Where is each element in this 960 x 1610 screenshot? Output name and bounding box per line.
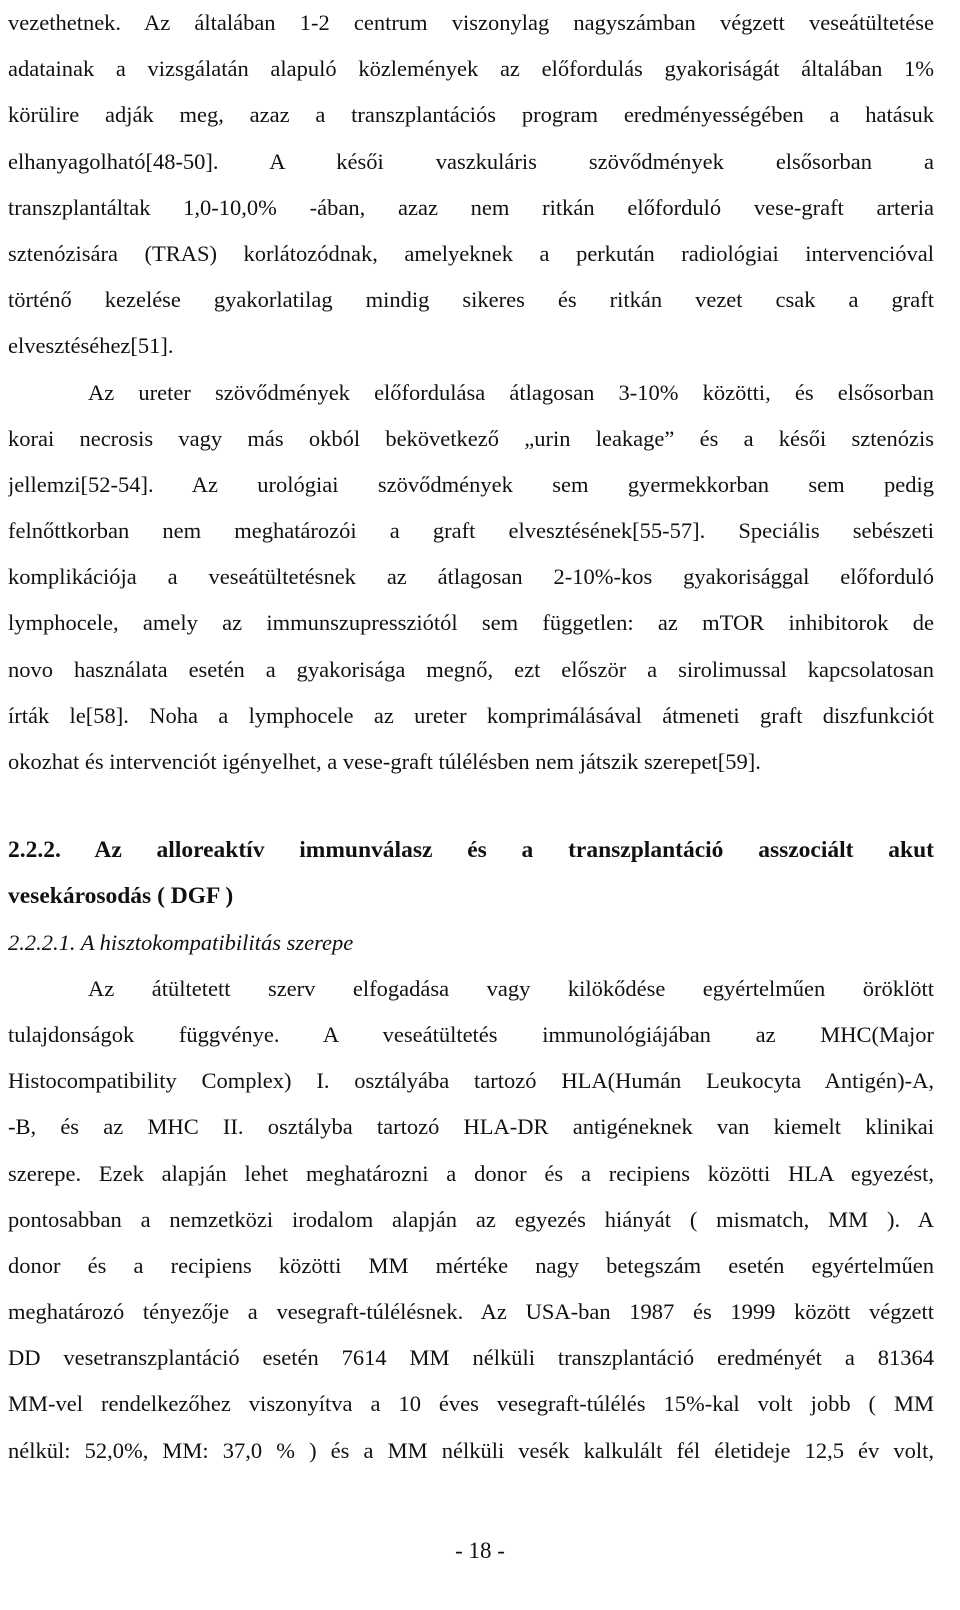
text-line: -B, és az MHC II. osztályba tartozó HLA-DR antigéneknek van kiemelt klinikai	[8, 1114, 934, 1140]
heading-line: 2.2.2. Az alloreaktív immunválasz és a transzplantáció asszociált akut	[8, 837, 934, 864]
text-line: jellemzi[52-54]. Az urológiai szövődmények sem gyermekkorban sem pedig	[8, 471, 934, 497]
text-line: okozhat és intervenciót igényelhet, a vese-graft túlélésben nem játszik szerepet[59].	[8, 749, 761, 774]
text-line: körülire adják meg, azaz a transzplantációs program eredményességében a hatásuk	[8, 102, 934, 128]
text-line: felnőttkorban nem meghatározói a graft elvesztésének[55-57]. Speciális sebészeti	[8, 518, 934, 544]
text-line: donor és a recipiens közötti MM mértéke nagy betegszám esetén egyértelműen	[8, 1252, 934, 1278]
paragraph-surgical-complications	[8, 0, 934, 370]
text-line: DD vesetranszplantáció esetén 7614 MM nélküli transzplantáció eredményét a 81364	[8, 1345, 934, 1371]
text-line: transzplantáltak 1,0-10,0% -ában, azaz nem ritkán előforduló vese-graft arteria	[8, 194, 934, 220]
text-line: adatainak a vizsgálatán alapuló közlemények az előfordulás gyakoriságát általában 1%	[8, 56, 934, 82]
paragraph-ureter-complications	[8, 370, 934, 786]
text-line: sztenózisára (TRAS) korlátozódnak, amelyeknek a perkután radiológiai intervencióval	[8, 240, 934, 266]
text-line: korai necrosis vagy más okból bekövetkező „urin leakage” és a késői sztenózis	[8, 425, 934, 451]
text-line: tulajdonságok függvénye. A veseátültetés immunológiájában az MHC(Major	[8, 1021, 934, 1047]
text-line: meghatározó tényezője a vesegraft-túlélésnek. Az USA-ban 1987 és 1999 között végzett	[8, 1299, 934, 1325]
heading-line: vesekárosodás ( DGF )	[8, 883, 234, 910]
text-line: lymphocele, amely az immunszupressziótól sem független: az mTOR inhibitorok de	[8, 610, 934, 636]
text-line: történő kezelése gyakorlatilag mindig sikeres és ritkán vezet csak a graft	[8, 287, 934, 313]
section-spacer	[8, 785, 934, 827]
text-line: novo használata esetén a gyakorisága megnő, ezt először a sirolimussal kapcsolatosan	[8, 656, 934, 682]
text-line: pontosabban a nemzetközi irodalom alapján az egyezés hiányát ( mismatch, MM ). A	[8, 1206, 934, 1232]
text-line: vezethetnek. Az általában 1-2 centrum viszonylag nagyszámban végzett veseátültetése	[8, 10, 934, 35]
text-line: elhanyagolható[48-50]. A késői vaszkuláris szövődmények elsősorban a	[8, 148, 934, 174]
text-line: szerepe. Ezek alapján lehet meghatározni a donor és a recipiens közötti HLA egyezést,	[8, 1160, 934, 1186]
text-line: Az átültetett szerv elfogadása vagy kilökődése egyértelműen öröklött	[88, 975, 934, 1001]
subsection-heading: 2.2.2.1. A hisztokompatibilitás szerepe	[8, 929, 354, 955]
text-line: Histocompatibility Complex) I. osztályába tartozó HLA(Humán Leukocyta Antigén)-A,	[8, 1068, 934, 1094]
text-line: MM-vel rendelkezőhez viszonyítva a 10 éves vesegraft-túlélés 15%-kal volt jobb ( MM	[8, 1391, 934, 1417]
section-heading	[8, 827, 934, 919]
document-page	[8, 0, 934, 1474]
text-line: nélkül: 52,0%, MM: 37,0 % ) és a MM nélküli vesék kalkulált fél életideje 12,5 év volt,	[8, 1437, 934, 1463]
text-line: Az ureter szövődmények előfordulása átlagosan 3-10% közötti, és elsősorban	[88, 379, 934, 405]
page-number: - 18 -	[455, 1538, 505, 1563]
text-line: elvesztéséhez[51].	[8, 333, 174, 359]
text-line: írták le[58]. Noha a lymphocele az ureter komprimálásával átmeneti graft diszfunkciót	[8, 702, 934, 728]
paragraph-histocompatibility	[8, 966, 934, 1474]
text-line: komplikációja a veseátültetésnek az átlagosan 2-10%-kos gyakorisággal előforduló	[8, 564, 934, 590]
